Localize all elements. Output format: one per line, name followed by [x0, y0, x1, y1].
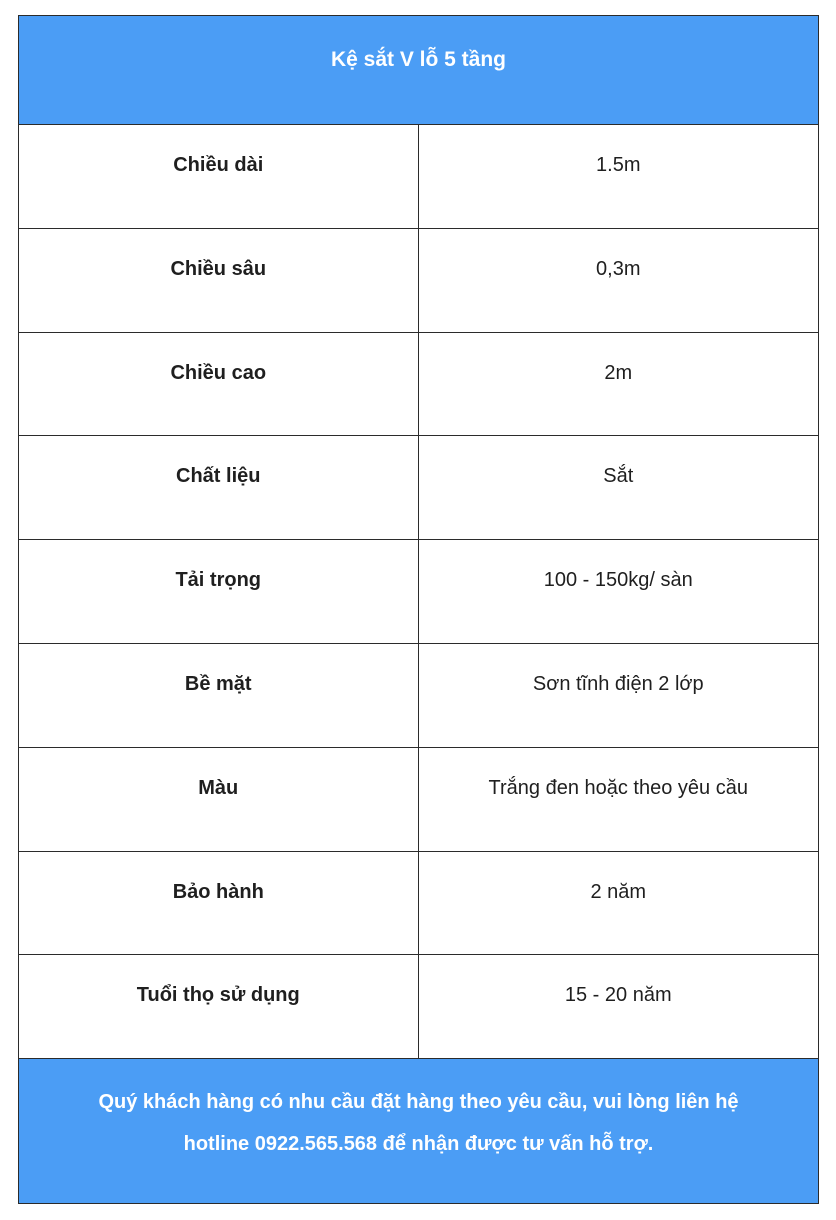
- table-row: [19, 852, 818, 956]
- contact-footer: [19, 1059, 818, 1203]
- row-value: 2m: [604, 361, 633, 384]
- footer-line-2: hotline 0922.565.568 để nhận được tư vấn hỗ trợ.: [183, 1133, 654, 1156]
- row-label: Màu: [19, 748, 419, 851]
- table-row: [19, 125, 818, 229]
- row-label: Chiều sâu: [19, 229, 419, 332]
- row-value: 2 năm: [590, 880, 647, 903]
- row-value: Sắt: [603, 465, 634, 488]
- table-row: [19, 333, 818, 437]
- row-label: Chiều cao: [19, 333, 419, 436]
- row-value: 100 - 150kg/ sàn: [543, 569, 693, 592]
- row-label: Bảo hành: [19, 852, 419, 955]
- row-value: Trắng đen hoặc theo yêu cầu: [488, 776, 748, 799]
- table-title: Kệ sắt V lỗ 5 tầng: [19, 16, 818, 125]
- table-row: [19, 540, 818, 644]
- spec-table: [18, 15, 819, 1204]
- table-row: [19, 644, 818, 748]
- row-value: 0,3m: [596, 257, 641, 280]
- table-row: [19, 436, 818, 540]
- row-value: 1.5m: [596, 154, 641, 176]
- row-label: Bề mặt: [19, 644, 419, 747]
- footer-line-1: Quý khách hàng có nhu cầu đặt hàng theo yêu cầu, vui lòng liên hệ: [98, 1091, 739, 1114]
- row-label: Chiều dài: [19, 125, 419, 228]
- row-label: Tuổi thọ sử dụng: [19, 955, 419, 1058]
- row-value: 15 - 20 năm: [564, 984, 672, 1007]
- table-row: [19, 955, 818, 1059]
- table-row: [19, 748, 818, 852]
- spec-rows: [19, 125, 818, 1059]
- row-value: Sơn tĩnh điện 2 lớp: [532, 672, 704, 695]
- row-label: Tải trọng: [19, 540, 419, 643]
- table-row: [19, 229, 818, 333]
- row-label: Chất liệu: [19, 436, 419, 539]
